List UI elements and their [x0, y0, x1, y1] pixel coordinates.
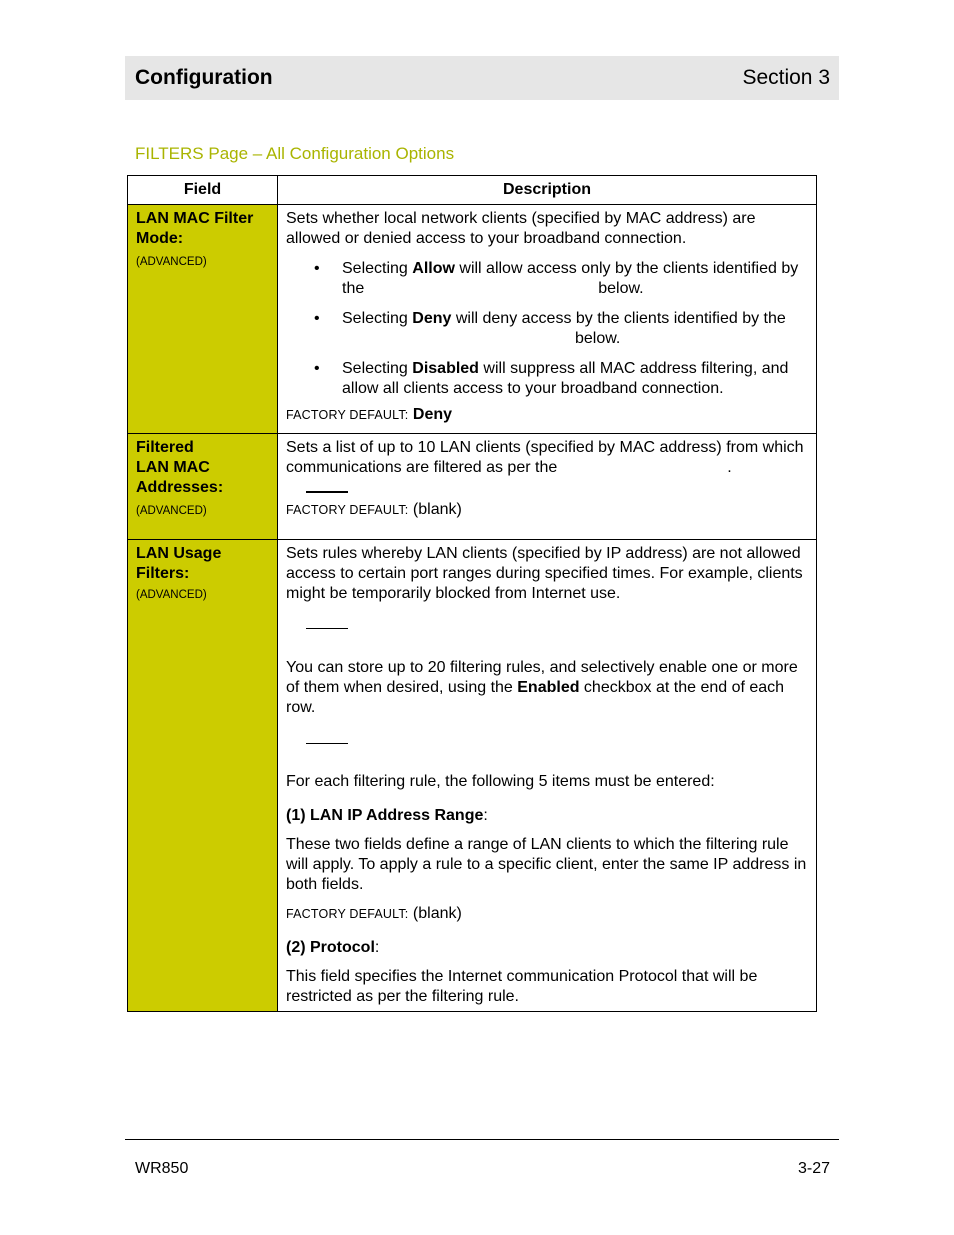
field-name: LAN Usage Filters: [136, 545, 222, 582]
footer-rule [125, 1139, 839, 1140]
description-cell [278, 205, 817, 434]
factory-default: FACTORY DEFAULT: (blank) [286, 501, 462, 518]
description-text: For each filtering rule, the following 5 items must be entered: [286, 773, 715, 790]
column-header-description: Description [278, 176, 817, 205]
table-row [128, 434, 817, 540]
item-heading: (2) Protocol: [286, 939, 380, 956]
footer-page-number: 3-27 [797, 1160, 830, 1177]
list-item: • Selecting Allow will allow access only by the clients identified by the below. [342, 259, 808, 299]
page-subtitle: FILTERS Page – All Configuration Options [135, 144, 455, 163]
divider-line [286, 478, 808, 500]
description-cell [278, 540, 817, 1012]
options-table [127, 175, 817, 1012]
header-title: Configuration [135, 66, 273, 89]
description-text: This field specifies the Internet communication Protocol that will be restricted as per the filtering rule. [286, 968, 758, 1005]
page-header [125, 56, 839, 100]
item-heading: (1) LAN IP Address Range: [286, 807, 488, 824]
column-header-field: Field [128, 176, 278, 205]
header-section: Section 3 [742, 66, 830, 89]
factory-default: FACTORY DEFAULT: (blank) [286, 905, 462, 922]
description-cell [278, 434, 817, 540]
field-cell [128, 205, 278, 434]
footer-model: WR850 [135, 1160, 189, 1177]
description-text: You can store up to 20 filtering rules, and selectively enable one or more of them when desired, using the Enabled checkbox at the end of each row. [286, 659, 798, 716]
field-cell [128, 434, 278, 540]
divider-line [286, 604, 808, 658]
divider-line [286, 718, 808, 772]
field-cell [128, 540, 278, 1012]
option-list [286, 259, 808, 399]
description-text: Sets a list of up to 10 LAN clients (specified by MAC address) from which communications are filtered as per the . [286, 439, 804, 476]
description-text: These two fields define a range of LAN clients to which the filtering rule will apply. To apply a rule to a specific client, enter the same IP address in both fields. [286, 836, 807, 893]
list-item: • Selecting Disabled will suppress all MAC address filtering, and allow all clients access to your broadband connection. [342, 359, 808, 399]
advanced-tag: (ADVANCED) [136, 589, 207, 601]
description-text: Sets rules whereby LAN clients (specified by IP address) are not allowed access to certain port ranges during specified times. For example, clients might be temporarily blocked from Internet use. [286, 545, 803, 602]
field-name: Filtered LAN MAC Addresses: [136, 439, 224, 496]
field-name: LAN MAC Filter Mode: [136, 210, 254, 247]
advanced-tag: (ADVANCED) [136, 256, 207, 268]
advanced-tag: (ADVANCED) [136, 505, 207, 517]
list-item: • Selecting Deny will deny access by the clients identified by thebelow. [342, 309, 808, 349]
factory-default: FACTORY DEFAULT: Deny [286, 406, 453, 423]
description-text: Sets whether local network clients (specified by MAC address) are allowed or denied access to your broadband connection. [286, 210, 756, 247]
table-row [128, 205, 817, 434]
table-row [128, 540, 817, 1012]
table-header-row [128, 176, 817, 205]
